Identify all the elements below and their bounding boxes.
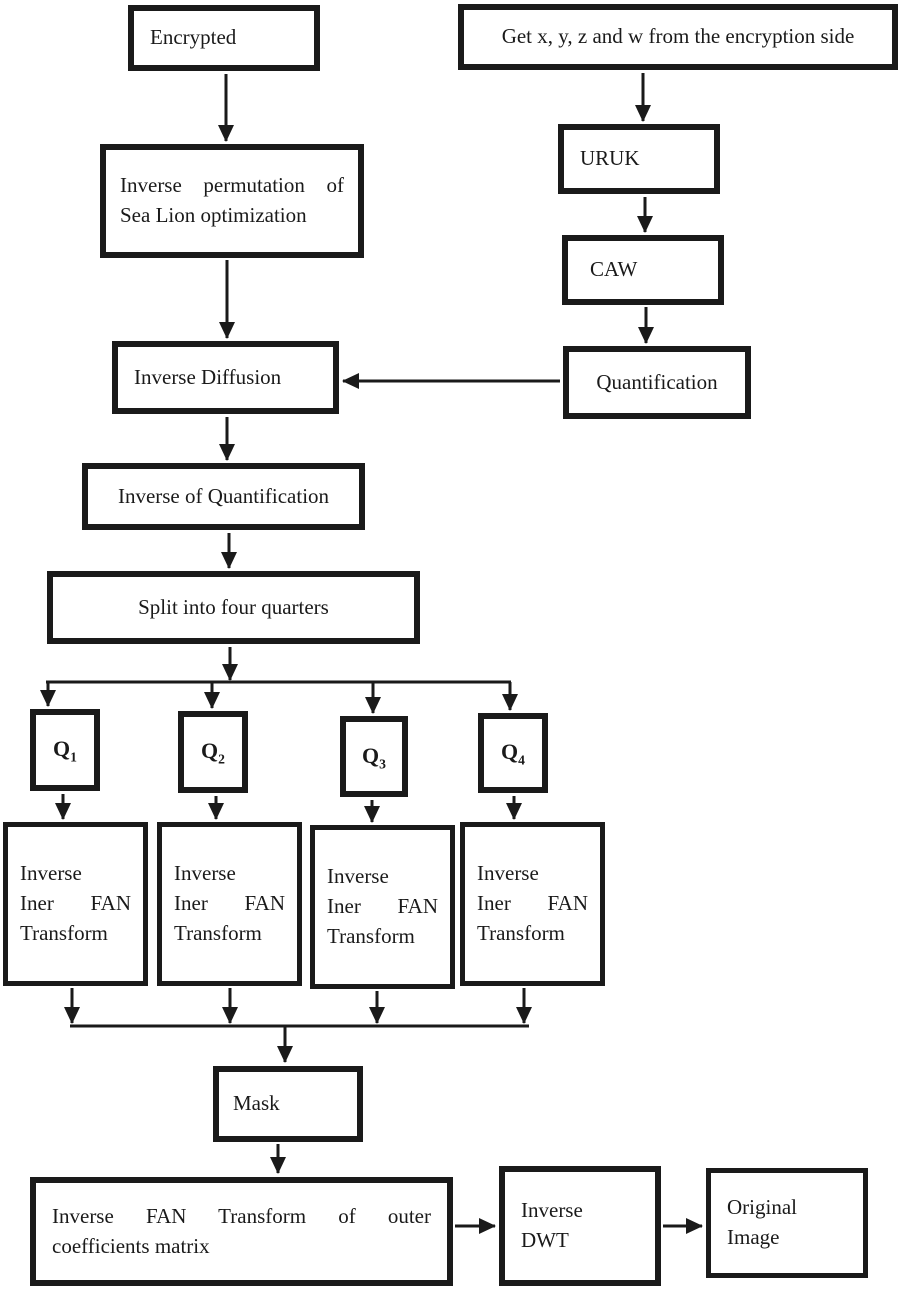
node-inverse-iner-fan-4 xyxy=(460,822,605,986)
node-q2-label: $Q_2$ xyxy=(201,738,225,767)
node-inverse-of-quantification xyxy=(82,463,365,530)
node-mask-label: Mask xyxy=(233,1091,280,1116)
node-get-xyzw xyxy=(458,4,898,70)
node-mask xyxy=(213,1066,363,1142)
node-inverse-fan-outer xyxy=(30,1177,453,1286)
node-q4-label: $Q_4$ xyxy=(501,739,525,768)
node-inverse-diffusion-label: Inverse Diffusion xyxy=(134,364,282,389)
node-inverse-permutation-line1: Inverse permutation of xyxy=(120,173,344,198)
node-inverse-iner-fan-2-line1: Inverse xyxy=(174,861,236,886)
node-split-four-quarters xyxy=(47,571,420,644)
node-encrypted-label: Encrypted xyxy=(150,25,237,50)
node-inverse-dwt xyxy=(499,1166,661,1286)
node-q1 xyxy=(30,709,100,791)
node-inverse-fan-outer-line2: coefficients matrix xyxy=(52,1233,210,1258)
node-q3 xyxy=(340,716,408,797)
node-inverse-fan-outer-line1: Inverse FAN Transform of outer xyxy=(52,1203,431,1228)
node-inverse-diffusion xyxy=(112,341,339,414)
node-caw-label: CAW xyxy=(590,257,638,282)
node-inverse-iner-fan-3-line2: Iner FAN xyxy=(327,894,438,919)
node-inverse-iner-fan-1-line3: Transform xyxy=(20,920,108,945)
node-uruk xyxy=(558,124,720,194)
node-uruk-label: URUK xyxy=(580,146,640,171)
node-inverse-dwt-line2: DWT xyxy=(521,1228,569,1252)
node-split-four-quarters-label: Split into four quarters xyxy=(138,594,329,619)
node-original-image-line2: Image xyxy=(727,1225,780,1249)
node-inverse-iner-fan-3-line1: Inverse xyxy=(327,864,389,889)
node-q2 xyxy=(178,711,248,793)
node-inverse-iner-fan-2 xyxy=(157,822,302,986)
node-encrypted xyxy=(128,5,320,71)
node-original-image xyxy=(706,1168,868,1278)
node-q1-label: $Q_1$ xyxy=(53,736,77,765)
node-inverse-iner-fan-4-line1: Inverse xyxy=(477,861,539,886)
node-q4 xyxy=(478,713,548,793)
node-inverse-iner-fan-1-line1: Inverse xyxy=(20,861,82,886)
node-inverse-iner-fan-2-line2: Iner FAN xyxy=(174,891,285,916)
node-inverse-permutation xyxy=(100,144,364,258)
node-inverse-iner-fan-3-line3: Transform xyxy=(327,923,415,948)
node-inverse-iner-fan-4-line2: Iner FAN xyxy=(477,891,588,916)
node-original-image-line1: Original xyxy=(727,1195,797,1220)
node-inverse-iner-fan-3 xyxy=(310,825,455,989)
node-inverse-permutation-line2: Sea Lion optimization xyxy=(120,203,307,227)
node-quantification xyxy=(563,346,751,419)
node-inverse-of-quantification-label: Inverse of Quantification xyxy=(117,483,330,508)
node-inverse-iner-fan-1-line2: Iner FAN xyxy=(20,891,131,916)
node-get-xyzw-label: Get x, y, z and w from the encryption side xyxy=(501,24,855,49)
node-quantification-label: Quantification xyxy=(596,369,718,394)
node-inverse-iner-fan-2-line3: Transform xyxy=(174,920,262,945)
node-inverse-iner-fan-4-line3: Transform xyxy=(477,920,565,945)
node-caw xyxy=(562,235,724,305)
node-inverse-iner-fan-1 xyxy=(3,822,148,986)
node-q3-label: $Q_3$ xyxy=(362,742,386,772)
node-inverse-dwt-line1: Inverse xyxy=(521,1198,583,1223)
